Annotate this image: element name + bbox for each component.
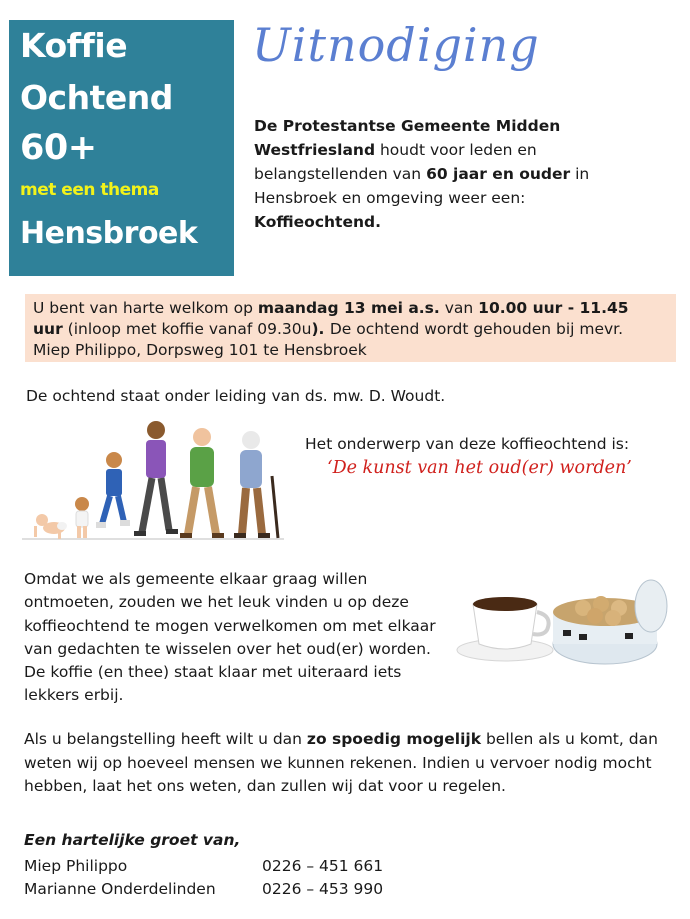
band-date: maandag 13 mei a.s.: [257, 299, 440, 317]
title-line-koffie: Koffie: [20, 26, 128, 65]
title-line-theme: met een thema: [20, 180, 159, 200]
rsvp-text-1: Als u belangstelling heeft wilt u dan: [24, 730, 307, 748]
coffee-cup-icon: [457, 597, 553, 661]
title-box: [9, 20, 234, 276]
baby-figure-icon: [34, 514, 67, 539]
contact-row: [24, 857, 384, 875]
aging-evolution-illustration: [22, 418, 292, 542]
band-text-4: ).: [311, 320, 330, 338]
contact-row: [24, 880, 384, 898]
intro-text-2: in Hensbroek en omgeving weer een:: [254, 165, 590, 207]
rsvp-emphasis: zo spoedig mogelijk: [306, 730, 482, 748]
band-paragraph: [33, 298, 663, 361]
band-text-2: van: [439, 299, 479, 317]
welcome-paragraph: Omdat we als gemeente elkaar graag willen ontmoeten, zouden we het leuk vinden u op deze koffieochtend te mogen verwelkomen om met elkaar van gedachten te wisselen over het oud(er) worden. De koffie (en thee) staat klaar met uiteraard iets lekkers erbij.: [24, 570, 436, 705]
closing-greeting: Een hartelijke groet van,: [24, 831, 241, 849]
middle-aged-figure-icon: [180, 428, 224, 538]
rsvp-text-2: bellen als u komt, dan weten wij op hoeveel mensen we kunnen rekenen. Indien u vervoer nodig mocht hebben, laat het ons weten, dan zullen wij dat voor u regelen.: [24, 730, 658, 795]
toddler-figure-icon: [75, 497, 89, 538]
adult-figure-icon: [134, 421, 178, 536]
intro-age: 60 jaar en ouder: [426, 165, 571, 183]
subject-title: ‘De kunst van het oud(er) worden’: [327, 458, 632, 478]
contact-phone: 0226 – 453 990: [262, 880, 384, 898]
page-heading: Uitnodiging: [252, 18, 540, 72]
band-text-3: (inloop met koffie vanaf 09.30u: [62, 320, 312, 338]
rsvp-paragraph: [24, 728, 674, 799]
intro-text-1: houdt voor leden en belangstellenden van: [254, 141, 537, 183]
title-line-age: 60+: [20, 128, 97, 168]
title-line-location: Hensbroek: [20, 216, 198, 251]
child-figure-icon: [96, 452, 130, 528]
band-time: 10.00 uur - 11.45 uur: [33, 299, 629, 338]
intro-event: Koffieochtend.: [254, 213, 381, 231]
leader-line: De ochtend staat onder leiding van ds. mw. D. Woudt.: [26, 387, 446, 405]
elderly-figure-icon: [234, 431, 278, 538]
coffee-and-cookies-illustration: [455, 578, 670, 673]
cookie-tin-icon: [553, 580, 667, 664]
intro-paragraph: [254, 114, 654, 234]
title-line-ochtend: Ochtend: [20, 78, 173, 117]
intro-org: De Protestantse Gemeente Midden Westfriesland: [254, 117, 561, 159]
band-text-1: U bent van harte welkom op: [33, 299, 258, 317]
contact-phone: 0226 – 451 661: [262, 857, 384, 875]
contact-name: Miep Philippo: [24, 857, 128, 875]
contact-name: Marianne Onderdelinden: [24, 880, 216, 898]
subject-label: Het onderwerp van deze koffieochtend is:: [305, 435, 630, 453]
band-text-5: De ochtend wordt gehouden bij mevr. Miep Philippo, Dorpsweg 101 te Hensbroek: [33, 320, 624, 359]
